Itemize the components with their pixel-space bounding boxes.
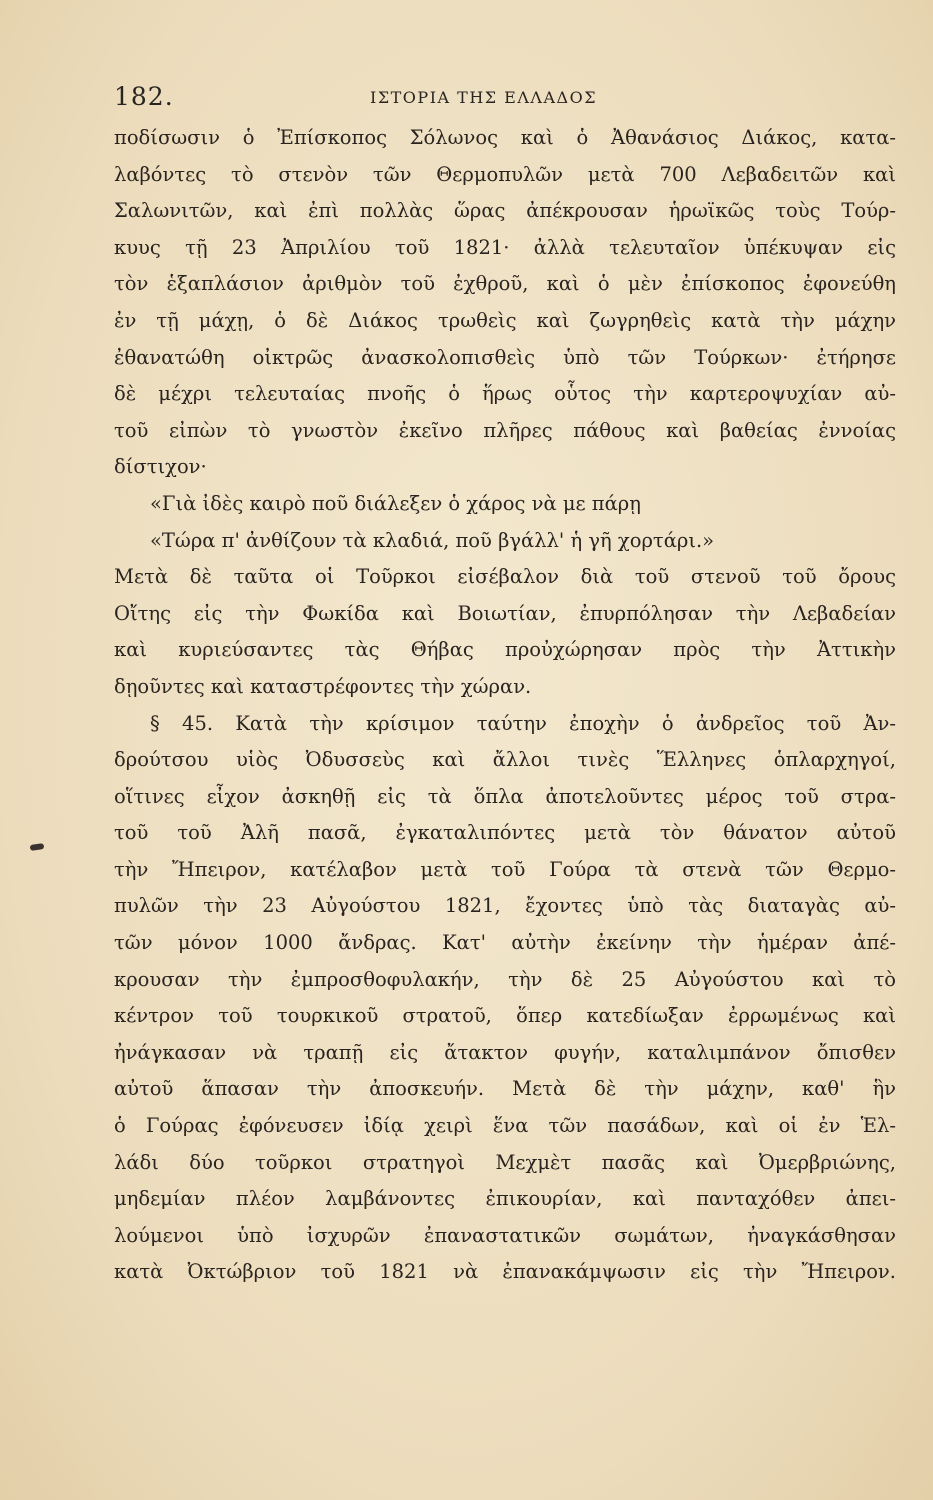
text-line: Μετὰ δὲ ταῦτα οἱ Τοῦρκοι εἰσέβαλον διὰ τοῦ στενοῦ τοῦ ὄρους <box>114 565 896 589</box>
text-line: οἵτινες εἶχον ἀσκηθῇ εἰς τὰ ὅπλα ἀποτελοῦντες μέρος τοῦ στρα- <box>114 784 896 808</box>
text-line: λούμενοι ὑπὸ ἰσχυρῶν ἐπαναστατικῶν σωμάτων, ἠναγκάσθησαν <box>114 1223 896 1247</box>
text-line: δίστιχον· <box>114 455 207 479</box>
text-line: δὲ μέχρι τελευταίας πνοῆς ὁ ἥρως οὗτος τὴν καρτεροψυχίαν αὐ- <box>114 382 896 406</box>
text-line: Σαλωνιτῶν, καὶ ἐπὶ πολλὰς ὥρας ἀπέκρουσαν ἡρωϊκῶς τοὺς Τούρ- <box>114 199 896 223</box>
text-line: μηδεμίαν πλέον λαμβάνοντες ἐπικουρίαν, καὶ πανταχόθεν ἀπει- <box>114 1187 896 1211</box>
text-line: καὶ κυριεύσαντες τὰς Θήβας προὐχώρησαν πρὸς τὴν Ἀττικὴν <box>114 638 896 662</box>
text-line: πυλῶν τὴν 23 Αὐγούστου 1821, ἔχοντες ὑπὸ τὰς διαταγὰς αὐ- <box>114 894 896 918</box>
text-line: ποδίσωσιν ὁ Ἐπίσκοπος Σόλωνος καὶ ὁ Ἀθανάσιος Διάκος, κατα- <box>114 126 896 149</box>
text-line: τὸν ἑξαπλάσιον ἀριθμὸν τοῦ ἐχθροῦ, καὶ ὁ μὲν ἐπίσκοπος ἐφονεύθη <box>114 272 896 296</box>
text-line: ὁ Γούρας ἐφόνευσεν ἰδίᾳ χειρὶ ἕνα τῶν πασάδων, καὶ οἱ ἐν Ἑλ- <box>114 1114 896 1138</box>
text-line: τοῦ τοῦ Ἀλῆ πασᾶ, ἐγκαταλιπόντες μετὰ τὸν θάνατον αὐτοῦ <box>114 821 896 845</box>
text-line: κρουσαν τὴν ἐμπροσθοφυλακήν, τὴν δὲ 25 Αὐγούστου καὶ τὸ <box>114 967 896 991</box>
text-line: ἐθανατώθη οἰκτρῶς ἀνασκολοπισθεὶς ὑπὸ τῶν Τούρκων· ἐτήρησε <box>114 345 896 369</box>
verse-line: «Γιὰ ἰδὲς καιρὸ ποῦ διάλεξεν ὁ χάρος νὰ με πάρῃ <box>150 491 641 515</box>
text-line: τὴν Ἤπειρον, κατέλαβον μετὰ τοῦ Γούρα τὰ στενὰ τῶν Θερμο- <box>114 857 896 881</box>
text-line: αὐτοῦ ἅπασαν τὴν ἀποσκευήν. Μετὰ δὲ τὴν μάχην, καθ' ἣν <box>114 1077 896 1101</box>
text-line: κέντρον τοῦ τουρκικοῦ στρατοῦ, ὅπερ κατεδίωξαν ἐρρωμένως καὶ <box>114 1004 896 1028</box>
text-line: ἠνάγκασαν νὰ τραπῇ εἰς ἄτακτον φυγήν, καταλιμπάνον ὄπισθεν <box>114 1040 896 1064</box>
page-header <box>114 82 890 118</box>
text-line: ἐν τῇ μάχῃ, ὁ δὲ Διάκος τρωθεὶς καὶ ζωγρηθεὶς κατὰ τὴν μάχην <box>114 308 896 332</box>
margin-ink-mark <box>30 843 45 851</box>
text-line: Οἴτης εἰς τὴν Φωκίδα καὶ Βοιωτίαν, ἐπυρπόλησαν τὴν Λεβαδείαν <box>114 601 896 625</box>
text-line: δρούτσου υἱὸς Ὀδυσσεὺς καὶ ἄλλοι τινὲς Ἕλληνες ὁπλαρχηγοί, <box>114 748 896 772</box>
text-line: λαβόντες τὸ στενὸν τῶν Θερμοπυλῶν μετὰ 700 Λεβαδειτῶν καὶ <box>114 162 896 186</box>
text-line: δῃοῦντες καὶ καταστρέφοντες τὴν χώραν. <box>114 674 532 698</box>
section-start-line: § 45. Κατὰ τὴν κρίσιμον ταύτην ἐποχὴν ὁ ἀνδρεῖος τοῦ Ἀν- <box>150 711 896 735</box>
text-line: κατὰ Ὀκτώβριον τοῦ 1821 νὰ ἐπανακάμψωσιν εἰς τὴν Ἤπειρον. <box>114 1260 896 1284</box>
verse-line: «Τώρα π' ἀνθίζουν τὰ κλαδιά, ποῦ βγάλλ' ἡ γῆ χορτάρι.» <box>150 528 715 552</box>
text-line: τοῦ εἰπὼν τὸ γνωστὸν ἐκεῖνο πλῆρες πάθους καὶ βαθείας ἐννοίας <box>114 418 896 442</box>
running-title: ΙΣΤΟΡΙΑ ΤΗΣ ΕΛΛΑΔΟΣ <box>370 88 597 107</box>
text-line: τῶν μόνον 1000 ἄνδρας. Κατ' αὐτὴν ἐκείνην τὴν ἡμέραν ἀπέ- <box>114 931 896 955</box>
page-number: 182. <box>114 82 174 111</box>
text-line: λάδι δύο τοῦρκοι στρατηγοὶ Μεχμὲτ πασᾶς καὶ Ὀμερβριώνης, <box>114 1150 896 1174</box>
text-line: κυυς τῇ 23 Ἀπριλίου τοῦ 1821· ἀλλὰ τελευταῖον ὑπέκυψαν εἰς <box>114 235 896 259</box>
body-text <box>114 120 896 1291</box>
